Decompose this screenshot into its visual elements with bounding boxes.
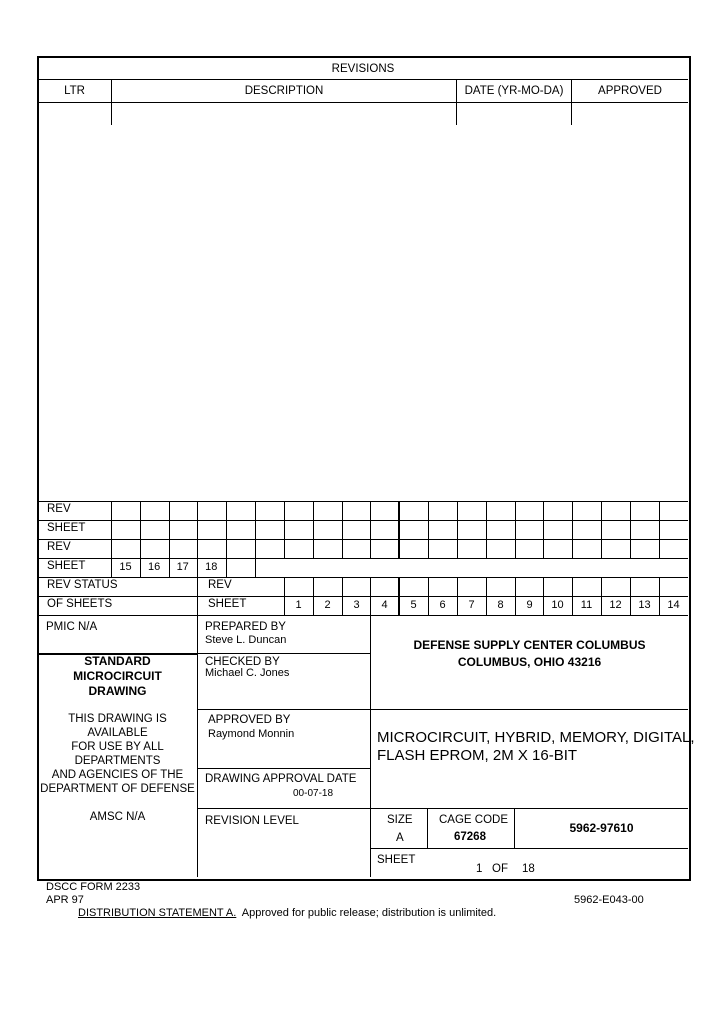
- upper-sheet-number: 15: [119, 561, 132, 573]
- availability-line6: DEPARTMENT OF DEFENSE: [40, 783, 195, 795]
- sheet-block-label: SHEET: [377, 854, 416, 866]
- approval-date: 00-07-18: [293, 788, 334, 799]
- title-line1: MICROCIRCUIT, HYBRID, MEMORY, DIGITAL,: [377, 729, 695, 746]
- date-header: DATE (YR-MO-DA): [464, 85, 564, 97]
- grid-col-line: [486, 501, 487, 558]
- divider: [197, 615, 198, 877]
- rev-status-label: REV STATUS: [47, 579, 118, 591]
- grid-row-line: [38, 520, 688, 521]
- of-sheets-label: OF SHEETS: [47, 598, 113, 610]
- grid-col-line: [572, 501, 573, 558]
- sheet-total: 18: [522, 863, 535, 875]
- checked-by-label: CHECKED BY: [205, 656, 280, 668]
- checked-by-name: Michael C. Jones: [205, 667, 290, 679]
- divider: [198, 808, 688, 809]
- sheet-number: 1: [476, 863, 483, 875]
- size-value: A: [396, 832, 404, 844]
- approval-date-label: DRAWING APPROVAL DATE: [205, 773, 357, 785]
- distribution-heading: DISTRIBUTION STATEMENT A.: [78, 907, 237, 919]
- lower-sheet-number: 5: [410, 599, 417, 611]
- divider: [198, 653, 370, 654]
- lower-sheet-number: 12: [609, 599, 622, 611]
- lower-rev-label: REV: [208, 579, 232, 591]
- prepared-by-name: Steve L. Duncan: [205, 634, 287, 646]
- availability-line3: FOR USE BY ALL: [71, 741, 164, 753]
- form-code: 5962-E043-00: [574, 894, 644, 906]
- grid-row-line: [38, 539, 688, 540]
- form-number: DSCC FORM 2233: [46, 881, 141, 893]
- grid-col-line: [457, 501, 458, 558]
- grid-row-line: [38, 577, 688, 578]
- divider: [198, 768, 370, 769]
- grid-col-line: [255, 501, 256, 558]
- grid-row-line: [38, 596, 688, 597]
- drawing-number: 5962-97610: [569, 821, 634, 835]
- grid-row-line: [38, 558, 688, 559]
- lower-sheet-number: 7: [468, 599, 475, 611]
- availability-line2: AVAILABLE: [87, 727, 148, 739]
- grid-col-line: [543, 501, 544, 558]
- standard-line3: DRAWING: [88, 684, 147, 698]
- grid-row-line: [38, 501, 688, 502]
- prepared-by-label: PREPARED BY: [205, 621, 286, 633]
- grid-col-line: [197, 577, 198, 615]
- grid-col-line: [601, 501, 602, 558]
- cage-code-value: 67268: [454, 831, 486, 843]
- divider: [198, 709, 688, 710]
- amsc: AMSC N/A: [89, 811, 146, 823]
- distribution-statement: [78, 907, 496, 920]
- divider: [427, 809, 428, 848]
- grid-col-line: [398, 501, 400, 558]
- lower-sheet-number: 1: [295, 599, 302, 611]
- grid-col-line: [284, 501, 285, 558]
- approved-header: APPROVED: [598, 85, 662, 97]
- lower-sheet-label: SHEET: [208, 598, 247, 610]
- upper-sheet-number: 18: [205, 561, 218, 573]
- availability-line5: AND AGENCIES OF THE: [51, 769, 184, 781]
- divider: [371, 848, 688, 849]
- pmic: PMIC N/A: [46, 621, 98, 633]
- divider: [38, 615, 688, 616]
- grid-col-line: [428, 501, 429, 558]
- standard-line2: MICROCIRCUIT: [73, 669, 162, 683]
- revisions-title: REVISIONS: [331, 63, 395, 75]
- revision-level-label: REVISION LEVEL: [205, 815, 299, 827]
- approved-by-label: APPROVED BY: [208, 714, 291, 726]
- lower-sheet-number: 4: [381, 599, 388, 611]
- cage-code-label: CAGE CODE: [439, 814, 509, 826]
- grid-col-line: [111, 501, 112, 558]
- sheet-of: OF: [492, 863, 508, 875]
- description-header: DESCRIPTION: [244, 85, 324, 97]
- lower-sheet-number: 8: [497, 599, 504, 611]
- sheet-label: SHEET: [47, 522, 86, 534]
- lower-sheet-number: 2: [324, 599, 331, 611]
- title-line2: FLASH EPROM, 2M X 16-BIT: [377, 747, 578, 764]
- upper-sheet-number: 17: [176, 561, 189, 573]
- sheet-label-2: SHEET: [47, 560, 86, 572]
- grid-col-line: [226, 558, 227, 577]
- approved-by-name: Raymond Monnin: [208, 728, 295, 740]
- grid-col-line: [370, 501, 371, 558]
- rev-label-2: REV: [47, 541, 71, 553]
- grid-col-line: [197, 501, 198, 558]
- availability-line4: DEPARTMENTS: [74, 755, 161, 767]
- divider: [370, 615, 371, 877]
- availability-line1: THIS DRAWING IS: [68, 713, 167, 725]
- lower-sheet-number: 13: [638, 599, 651, 611]
- org-line2: COLUMBUS, OHIO 43216: [457, 655, 602, 669]
- divider: [38, 79, 688, 80]
- lower-sheet-number: 14: [667, 599, 680, 611]
- standard-line1: STANDARD: [84, 654, 151, 668]
- lower-sheet-number: 6: [439, 599, 446, 611]
- size-label: SIZE: [387, 814, 413, 826]
- rev-label: REV: [47, 503, 71, 515]
- grid-col-line: [140, 501, 141, 558]
- org-line1: DEFENSE SUPPLY CENTER COLUMBUS: [413, 638, 646, 652]
- lower-sheet-number: 11: [580, 599, 593, 611]
- grid-col-line: [226, 501, 227, 558]
- divider: [38, 102, 688, 103]
- upper-sheet-number: 16: [147, 561, 161, 573]
- grid-col-line: [255, 558, 256, 577]
- grid-col-line: [630, 501, 631, 558]
- ltr-header: LTR: [64, 85, 85, 97]
- form-date: APR 97: [46, 894, 84, 906]
- grid-col-line: [659, 501, 660, 558]
- distribution-text: Approved for public release; distribution is unlimited.: [236, 907, 497, 919]
- grid-col-line: [313, 501, 314, 558]
- grid-col-line: [169, 501, 170, 558]
- lower-sheet-number: 9: [526, 599, 533, 611]
- lower-sheet-number: 3: [353, 599, 360, 611]
- grid-col-line: [515, 501, 516, 558]
- lower-sheet-number: 10: [551, 599, 564, 611]
- grid-col-line: [342, 501, 343, 558]
